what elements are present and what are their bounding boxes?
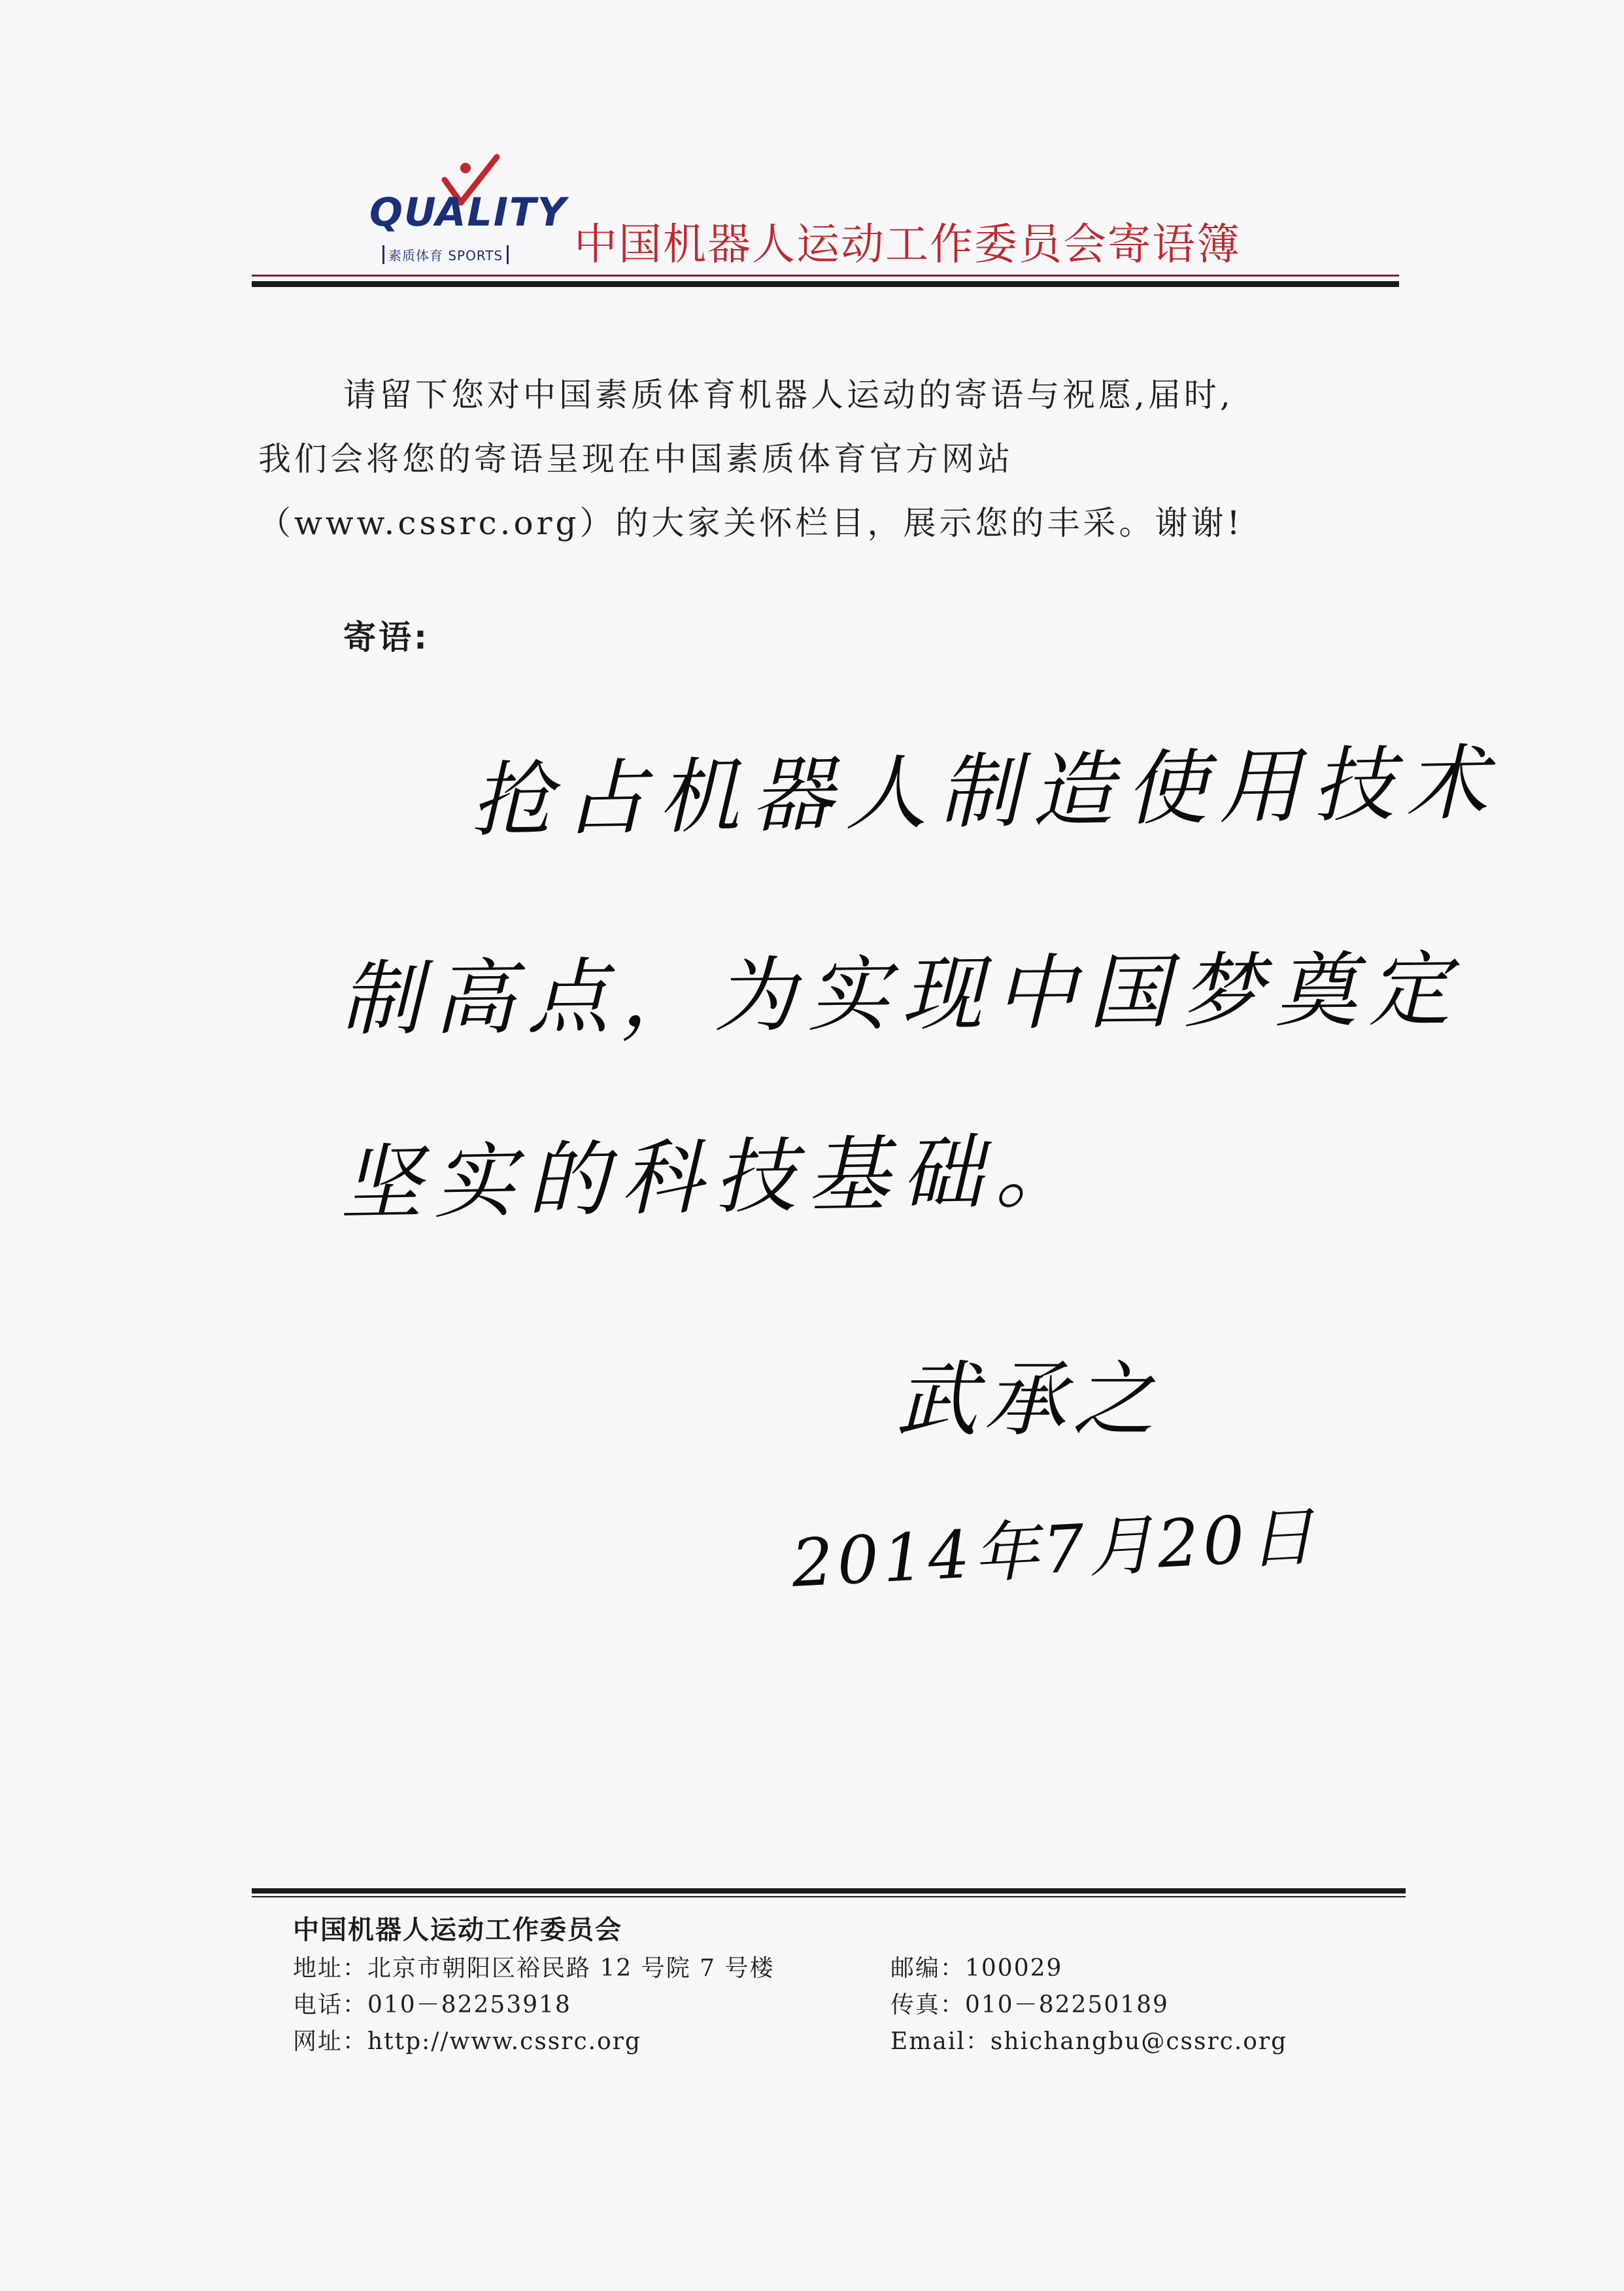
footer-email: Email：shichangbu@cssrc.org <box>890 2028 1288 2055</box>
quality-logo <box>369 154 566 265</box>
footer-address: 地址：北京市朝阳区裕民路 12 号院 7 号楼 <box>293 1955 775 1982</box>
footer-website: 网址：http://www.cssrc.org <box>293 2028 642 2055</box>
footer-postcode: 邮编：100029 <box>890 1955 1063 1982</box>
handwritten-line-1: 抢占机器人制造使用技术 <box>470 736 1500 849</box>
footer-divider-thick <box>252 1888 1406 1893</box>
footer-phone: 电话：010－82253918 <box>293 1992 571 2018</box>
page-title: 中国机器人运动工作委员会寄语簿 <box>574 219 1241 269</box>
logo-subtitle: 素质体育 SPORTS <box>382 245 509 264</box>
handwritten-date: 2014年7月20日 <box>789 1497 1320 1602</box>
message-label: 寄语: <box>343 619 430 656</box>
intro-line-1: 请留下您对中国素质体育机器人运动的寄语与祝愿,届时, <box>343 376 1234 414</box>
intro-line-2: 我们会将您的寄语呈现在中国素质体育官方网站 <box>258 440 1013 478</box>
handwritten-signature: 武承之 <box>896 1353 1160 1448</box>
intro-line-3: （www.cssrc.org）的大家关怀栏目，展示您的丰采。谢谢! <box>258 504 1243 542</box>
footer-fax: 传真：010－82250189 <box>890 1992 1169 2018</box>
header-divider-thin <box>252 275 1399 277</box>
logo-wordmark: QUALITY <box>369 190 567 235</box>
footer-organization: 中国机器人运动工作委员会 <box>293 1915 622 1945</box>
header-divider-thick <box>252 281 1399 287</box>
handwritten-line-3: 坚实的科技基础。 <box>339 1124 1089 1232</box>
handwritten-line-2: 制高点，为实现中国梦奠定 <box>339 942 1463 1047</box>
footer-divider-thin <box>252 1896 1406 1897</box>
intro-paragraph <box>258 363 1409 555</box>
